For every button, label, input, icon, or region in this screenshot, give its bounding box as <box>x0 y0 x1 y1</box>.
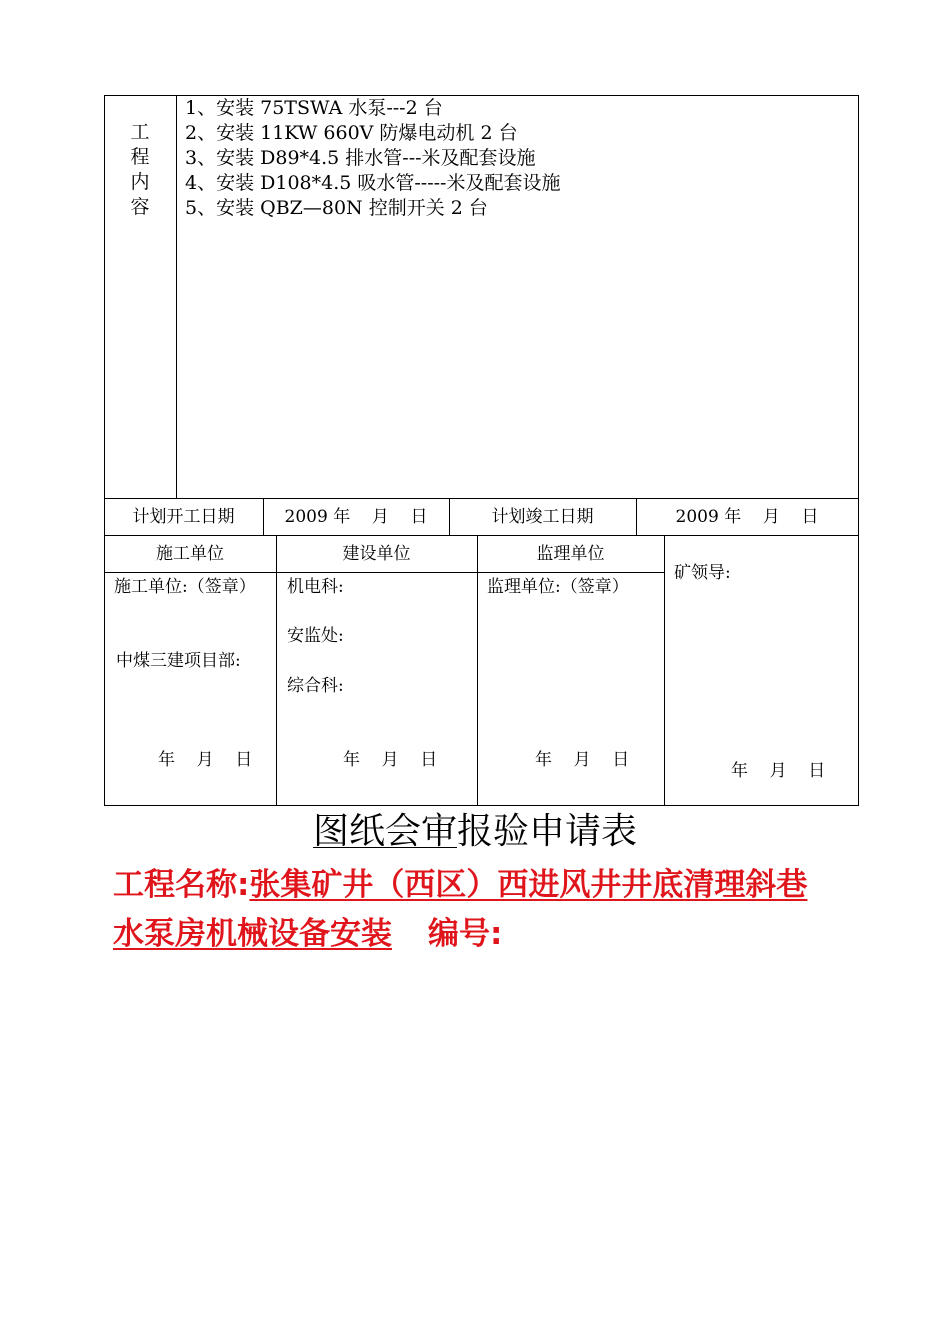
project-name-part1: 张集矿井（西区）西进风井井底清理斜巷 <box>249 867 808 903</box>
content-list <box>185 96 560 221</box>
owner-date: 年 月 日 <box>343 750 438 770</box>
project-name-line1 <box>113 865 807 905</box>
mine-leader-date: 年 月 日 <box>731 761 826 781</box>
content-item: 4、安装 D108*4.5 吸水管-----米及配套设施 <box>185 172 561 194</box>
construction-dept-label: 中煤三建项目部: <box>116 651 241 671</box>
content-label <box>105 120 175 220</box>
project-number-label: 编号: <box>428 916 503 952</box>
construction-date: 年 月 日 <box>158 750 253 770</box>
construction-unit-header: 施工单位 <box>156 544 224 564</box>
form-title-rest: 报验申请表 <box>457 811 638 852</box>
end-date-label: 计划竣工日期 <box>491 507 594 527</box>
owner-item-mechanical: 机电科: <box>287 577 344 597</box>
content-item: 2、安装 11KW 660V 防爆电动机 2 台 <box>185 122 518 144</box>
start-date-label: 计划开工日期 <box>132 507 235 527</box>
supervisor-sign-label: 监理单位:（签章） <box>487 577 629 597</box>
mine-leader-label: 矿领导: <box>674 563 731 583</box>
units-header-bottom <box>104 572 665 573</box>
table-bottom-border <box>104 805 859 806</box>
units-divider-3 <box>664 535 665 806</box>
form-title-underlined: 图纸会审 <box>312 811 457 852</box>
content-label-divider <box>176 95 177 498</box>
content-label-char: 容 <box>130 196 150 218</box>
units-divider-2 <box>477 535 478 806</box>
owner-item-general: 综合科: <box>287 676 344 696</box>
content-item: 5、安装 QBZ—80N 控制开关 2 台 <box>185 197 488 219</box>
project-name-label: 工程名称: <box>113 867 250 903</box>
table-right-border <box>858 95 859 806</box>
owner-unit-header: 建设单位 <box>342 544 411 564</box>
content-item: 1、安装 75TSWA 水泵---2 台 <box>185 97 443 119</box>
owner-item-safety: 安监处: <box>287 626 344 646</box>
construction-sign-label: 施工单位:（签章） <box>114 577 256 597</box>
content-label-char: 程 <box>130 146 150 168</box>
project-name-line2 <box>113 914 502 954</box>
supervisor-unit-header: 监理单位 <box>536 544 605 564</box>
date-row-top <box>104 498 859 499</box>
units-divider-1 <box>276 535 277 806</box>
date-row-bottom <box>104 535 859 536</box>
form-title <box>0 808 950 856</box>
content-item: 3、安装 D89*4.5 排水管---米及配套设施 <box>185 147 536 169</box>
end-date-value: 2009 年 月 日 <box>675 507 819 527</box>
content-label-char: 内 <box>130 171 150 193</box>
supervisor-date: 年 月 日 <box>535 750 630 770</box>
project-name-part2: 水泵房机械设备安装 <box>113 916 392 952</box>
start-date-value: 2009 年 月 日 <box>284 507 428 527</box>
content-label-char: 工 <box>130 121 150 143</box>
